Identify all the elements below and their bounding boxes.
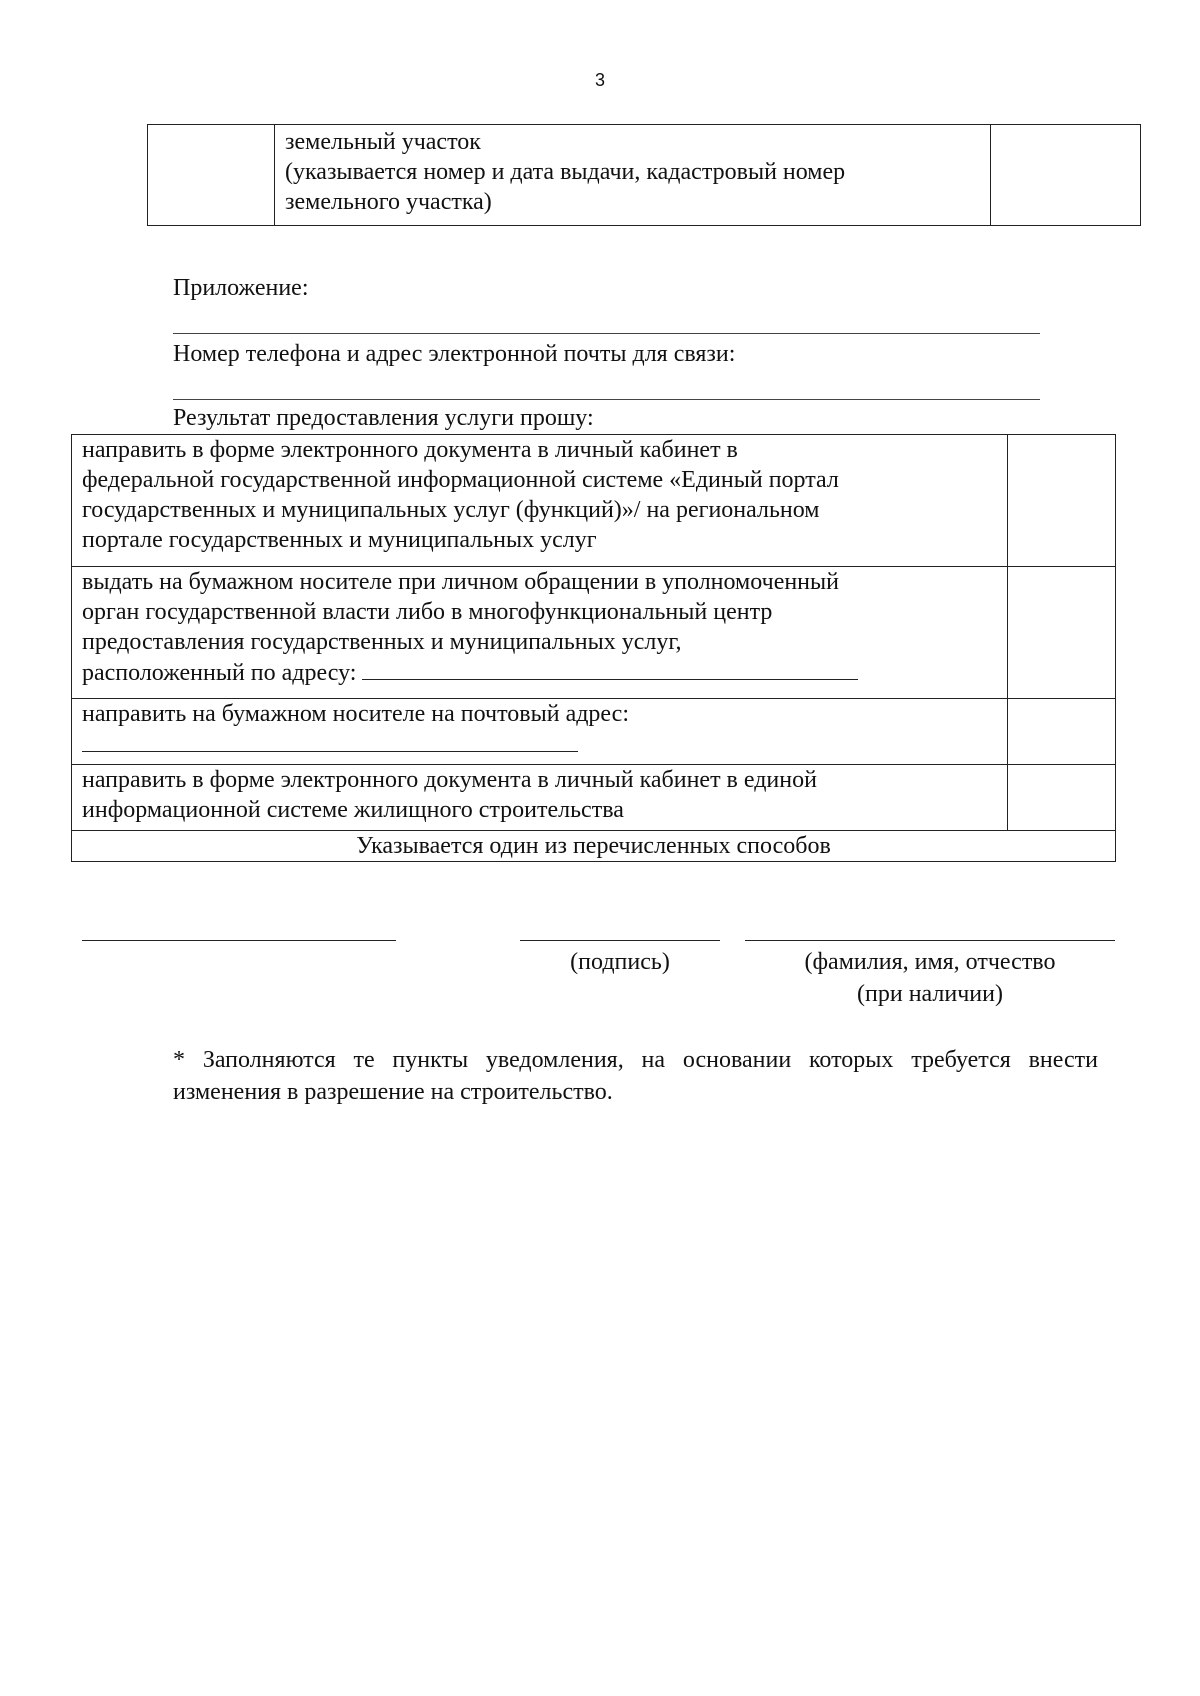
option-text-line: информационной системе жилищного строительства xyxy=(82,797,624,823)
result-label: Результат предоставления услуги прошу: xyxy=(173,405,594,431)
postal-address-field[interactable] xyxy=(82,729,578,752)
option-electronic-portal xyxy=(72,435,1008,567)
option-text-line: выдать на бумажном носителе при личном обращении в уполномоченный xyxy=(82,569,839,595)
footnote: * Заполняются те пункты уведомления, на основании которых требуется внести изменения в разрешение на строительство. xyxy=(173,1047,1098,1105)
option-electronic-housing-system xyxy=(72,765,1008,831)
land-plot-description xyxy=(275,125,991,226)
option-text-line: направить в форме электронного документа в личный кабинет в xyxy=(82,437,738,463)
contact-label: Номер телефона и адрес электронной почты для связи: xyxy=(173,341,736,367)
table-row xyxy=(72,567,1116,699)
option-text-line: предоставления государственных и муниципальных услуг, xyxy=(82,629,682,655)
option-text-line: федеральной государственной информационной системе «Единый портал xyxy=(82,467,839,493)
empty-cell xyxy=(148,125,275,226)
address-field[interactable] xyxy=(362,657,858,680)
name-caption xyxy=(745,946,1115,1010)
table-row xyxy=(148,125,1141,226)
option-text-line: направить на бумажном носителе на почтовый адрес: xyxy=(82,701,629,727)
land-plot-hint-line: земельного участка) xyxy=(285,189,492,215)
attachment-field[interactable] xyxy=(173,333,1040,334)
option-text-line: орган государственной власти либо в многофункциональный центр xyxy=(82,599,773,625)
contact-field[interactable] xyxy=(173,399,1040,400)
signature-caption: (подпись) xyxy=(570,949,670,975)
table-row xyxy=(72,435,1116,567)
option-checkbox-cell[interactable] xyxy=(1008,765,1116,831)
address-label: расположенный по адресу: xyxy=(82,660,357,686)
land-plot-hint-line: (указывается номер и дата выдачи, кадастровый номер xyxy=(285,159,846,185)
table-row xyxy=(72,699,1116,765)
full-name-field[interactable] xyxy=(745,940,1115,941)
name-caption-line: (при наличии) xyxy=(857,981,1003,1007)
option-text-line: портале государственных и муниципальных услуг xyxy=(82,527,597,553)
option-paper-post xyxy=(72,699,1008,765)
date-field[interactable] xyxy=(82,940,396,941)
option-text-line: направить в форме электронного документа в личный кабинет в единой xyxy=(82,767,817,793)
signature-field[interactable] xyxy=(520,940,720,941)
option-checkbox-cell[interactable] xyxy=(1008,567,1116,699)
option-text-line: государственных и муниципальных услуг (функций)»/ на региональном xyxy=(82,497,820,523)
result-options-table xyxy=(71,434,1116,862)
option-paper-in-person xyxy=(72,567,1008,699)
option-text-line xyxy=(82,729,997,759)
attachment-label: Приложение: xyxy=(173,275,309,301)
result-footer: Указывается один из перечисленных способов xyxy=(72,831,1116,862)
land-plot-line: земельный участок xyxy=(285,129,481,155)
table-row xyxy=(72,831,1116,862)
option-checkbox-cell[interactable] xyxy=(1008,699,1116,765)
page-number: 3 xyxy=(594,70,605,90)
option-text-line xyxy=(82,657,997,688)
land-plot-table xyxy=(147,124,1141,226)
option-checkbox-cell[interactable] xyxy=(1008,435,1116,567)
table-row xyxy=(72,765,1116,831)
value-cell[interactable] xyxy=(991,125,1141,226)
name-caption-line: (фамилия, имя, отчество xyxy=(804,949,1056,975)
